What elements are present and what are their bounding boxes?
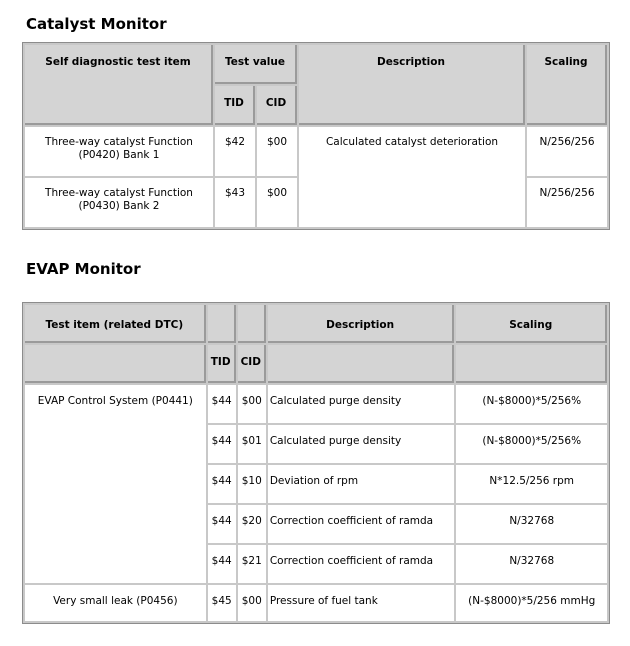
test-item-cell: Very small leak (P0456)	[25, 585, 206, 621]
header-cid: CID	[257, 86, 297, 125]
description-cell: Calculated purge density	[268, 425, 455, 463]
header-test-value: Test value	[215, 45, 297, 84]
test-item-cell: EVAP Control System (P0441)	[25, 385, 206, 583]
description-cell: Correction coefficient of ramda	[268, 505, 455, 543]
scaling-cell: (N-$8000)*5/256 mmHg	[456, 585, 607, 621]
header-description: Description	[268, 305, 455, 343]
tid-cell: $44	[208, 385, 236, 423]
header-blank	[268, 345, 455, 383]
test-item-cell: Three-way catalyst Function (P0420) Bank 1	[25, 127, 213, 176]
scaling-cell: N/256/256	[527, 178, 607, 227]
header-scaling: Scaling	[527, 45, 607, 125]
tid-cell: $44	[208, 465, 236, 503]
table-row	[25, 385, 607, 423]
catalyst-monitor-table	[22, 42, 610, 230]
description-cell: Calculated catalyst deterioration	[299, 127, 525, 227]
header-self-diagnostic-test-item: Self diagnostic test item	[25, 45, 213, 125]
scaling-cell: (N-$8000)*5/256%	[456, 385, 607, 423]
header-blank	[208, 305, 236, 343]
test-item-cell: Three-way catalyst Function (P0430) Bank 2	[25, 178, 213, 227]
header-blank	[25, 345, 206, 383]
header-tid: TID	[208, 345, 236, 383]
tid-cell: $44	[208, 425, 236, 463]
description-cell: Calculated purge density	[268, 385, 455, 423]
description-cell: Pressure of fuel tank	[268, 585, 455, 621]
scaling-cell: N/256/256	[527, 127, 607, 176]
scaling-cell: N*12.5/256 rpm	[456, 465, 607, 503]
scaling-cell: N/32768	[456, 545, 607, 583]
cid-cell: $01	[238, 425, 266, 463]
description-cell: Correction coefficient of ramda	[268, 545, 455, 583]
cid-cell: $00	[257, 178, 297, 227]
tid-cell: $42	[215, 127, 255, 176]
header-blank	[456, 345, 607, 383]
cid-cell: $00	[238, 585, 266, 621]
evap-monitor-title: EVAP Monitor	[26, 260, 141, 278]
scaling-cell: N/32768	[456, 505, 607, 543]
description-cell: Deviation of rpm	[268, 465, 455, 503]
cid-cell: $00	[257, 127, 297, 176]
tid-cell: $43	[215, 178, 255, 227]
header-tid: TID	[215, 86, 255, 125]
cid-cell: $20	[238, 505, 266, 543]
header-scaling: Scaling	[456, 305, 607, 343]
header-test-item: Test item (related DTC)	[25, 305, 206, 343]
tid-cell: $45	[208, 585, 236, 621]
table-row	[25, 585, 607, 621]
cid-cell: $00	[238, 385, 266, 423]
cid-cell: $21	[238, 545, 266, 583]
tid-cell: $44	[208, 545, 236, 583]
header-cid: CID	[238, 345, 266, 383]
header-description: Description	[299, 45, 525, 125]
table-row	[25, 127, 607, 176]
scaling-cell: (N-$8000)*5/256%	[456, 425, 607, 463]
catalyst-monitor-title: Catalyst Monitor	[26, 15, 167, 33]
tid-cell: $44	[208, 505, 236, 543]
header-blank	[238, 305, 266, 343]
evap-monitor-table	[22, 302, 610, 624]
cid-cell: $10	[238, 465, 266, 503]
